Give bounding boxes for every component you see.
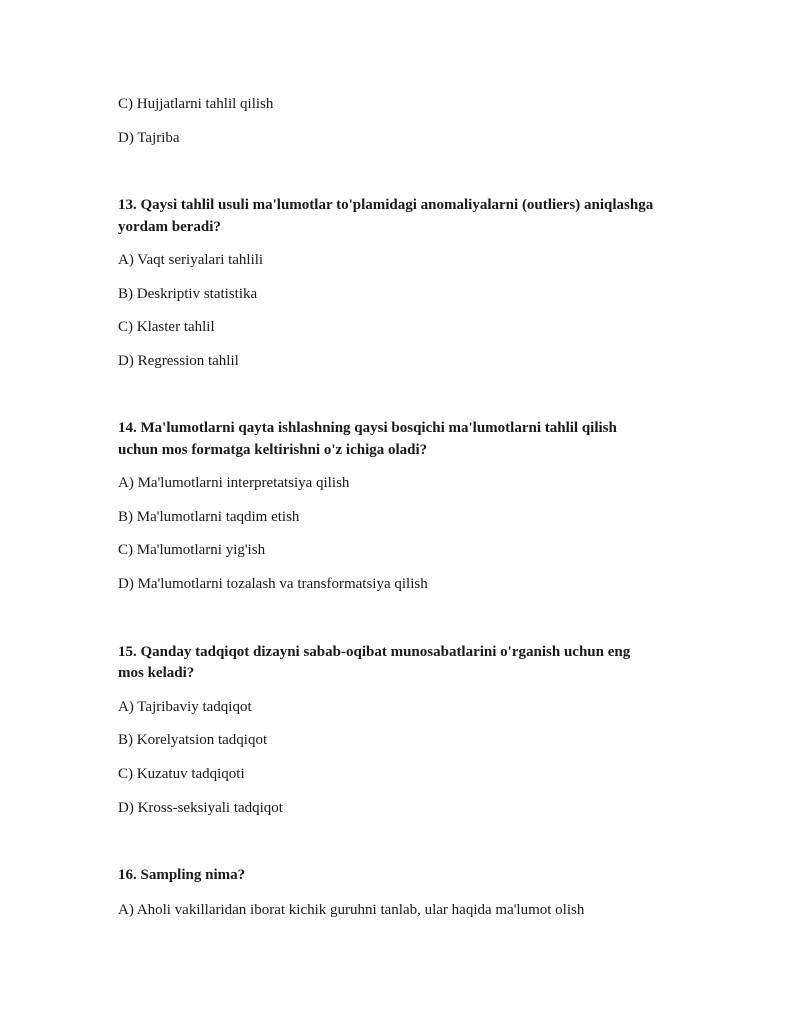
q15-option-b: B) Korelyatsion tadqiqot (118, 732, 268, 748)
q13-option-a: A) Vaqt seriyalari tahlili (118, 252, 264, 268)
q14-option-a: A) Ma'lumotlarni interpretatsiya qilish (118, 475, 350, 491)
q15-title-line-2: mos keladi? (118, 665, 195, 681)
q13-option-b: B) Deskriptiv statistika (118, 286, 258, 302)
q14-option-b: B) Ma'lumotlarni taqdim etish (118, 509, 300, 525)
q16-option-a: A) Aholi vakillaridan iborat kichik guruhni tanlab, ular haqida ma'lumot olish (118, 902, 585, 918)
q14-title-line-1: 14. Ma'lumotlarni qayta ishlashning qaysi bosqichi ma'lumotlarni tahlil qilish (118, 420, 617, 436)
q13-option-c: C) Klaster tahlil (118, 319, 215, 335)
q13-title-line-1: 13. Qaysi tahlil usuli ma'lumotlar to'plamidagi anomaliyalarni (outliers) aniqlashga (118, 197, 654, 213)
q14-option-d: D) Ma'lumotlarni tozalash va transformatsiya qilish (118, 576, 428, 592)
q15-option-d: D) Kross-seksiyali tadqiqot (118, 800, 283, 816)
q15-option-a: A) Tajribaviy tadqiqot (118, 699, 252, 715)
q16-title-line-1: 16. Sampling nima? (118, 867, 246, 883)
q15-option-c: C) Kuzatuv tadqiqoti (118, 766, 245, 782)
q13-option-d: D) Regression tahlil (118, 353, 239, 369)
q13-title-line-2: yordam beradi? (118, 219, 221, 235)
q14-title-line-2: uchun mos formatga keltirishni o'z ichiga oladi? (118, 442, 428, 458)
q14-option-c: C) Ma'lumotlarni yig'ish (118, 542, 266, 558)
q15-title-line-1: 15. Qanday tadqiqot dizayni sabab-oqibat munosabatlarini o'rganish uchun eng (118, 644, 631, 660)
q12-option-c: C) Hujjatlarni tahlil qilish (118, 96, 274, 112)
q12-option-d: D) Tajriba (118, 130, 180, 146)
